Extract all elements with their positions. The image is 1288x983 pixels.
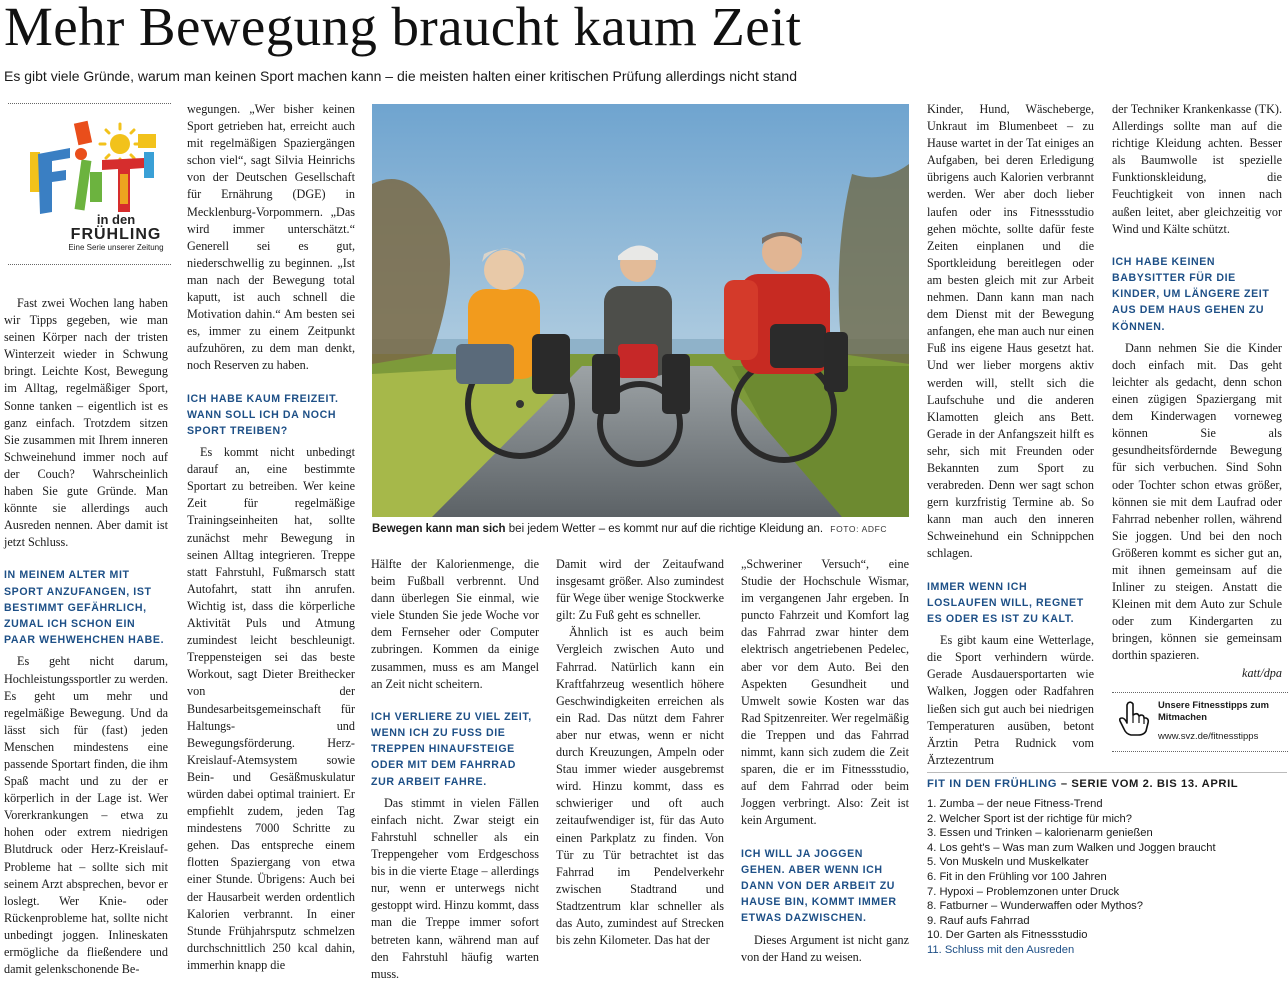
body-paragraph: Damit wird der Zeitaufwand insgesamt größer. Also zumindest für Wege über wenige Stockwerke gilt: Zu Fuß geht es schneller.	[556, 557, 724, 623]
column-1	[4, 295, 168, 977]
photo-caption	[372, 521, 909, 537]
column-5	[741, 556, 909, 971]
cyclists-photo	[372, 104, 909, 517]
body-paragraph: Hälfte der Kalorienmenge, die beim Fußball verbrennt. Und dann überlegen Sie einmal, wie viele Stunden Sie jede Woche vor dem Fernseher oder Computer zubringen. Kommen da einige zusammen, muss es am Mangel an Zeit nicht scheitern.	[371, 557, 539, 691]
series-item: 7. Hypoxi – Problemzonen unter Druck	[927, 885, 1120, 898]
series-item: 6. Fit in den Frühling vor 100 Jahren	[927, 870, 1107, 883]
tipps-label: Unsere Fitnesstipps zum Mitmachen	[1158, 699, 1269, 722]
sun-icon	[100, 124, 140, 164]
answer-paragraph: Es gibt kaum eine Wetterlage, die Sport verhindern würde. Gerade Ausdauersportarten wie Walken, Joggen oder Radfahren ließen sich gut auch bei niedrigen Temperaturen ausüben, betont Ärztin Petra Rudnick vom Ärztezentrum	[927, 633, 1094, 767]
series-item: 1. Zumba – der neue Fitness-Trend	[927, 798, 1103, 810]
column-7	[1112, 101, 1282, 681]
question-heading: ICH VERLIERE ZU VIEL ZEIT, WENN ICH ZU FUSS DIE TREPPEN HINAUFSTEIGE ODER MIT DEM FAHRRAD ZUR ARBEIT FAHRE.	[371, 710, 532, 788]
logo-line1: in den	[96, 212, 136, 227]
series-item: 2. Welcher Sport ist der richtige für mich?	[927, 812, 1132, 825]
author-signature: katt/dpa	[1242, 665, 1282, 680]
series-box	[927, 772, 1287, 958]
question-heading: IMMER WENN ICH LOSLAUFEN WILL, REGNET ES ODER ES IST ZU KALT.	[927, 580, 1084, 625]
body-paragraph: Ähnlich ist es auch beim Vergleich zwischen Auto und Fahrrad. Natürlich kann ein Kraftfahrzeug wesentlich höhere Geschwindigkeiten erreichen als ein Rad. Das nützt dem Fahrer aber nur etwas, wenn er nicht durch Kreuzungen, Ampeln oder Stau immer wieder ausgebremst wird. Hinzu kommt, dass es schwieriger und oft auch zeitaufwendiger ist, für das Auto einen Parkplatz zu finden. Von Tür zu Tür betrachtet ist das Fahrrad im Pendelverkehr zwischen Stadtrand und Stadtzentrum klar schneller als das Auto, zumindest auf Strecken bis zehn Kilometer. Das hat der	[556, 625, 724, 948]
answer-paragraph: Es kommt nicht unbedingt darauf an, eine bestimmte Sportart zu betreiben. Wer keine Zeit für regelmäßige Trainingseinheiten hat, sollte zunächst mehr Bewegung in seinen Alltag integrieren. Treppe statt Fahrstuhl, Fußmarsch statt Autofahrt, statt ihn anrufen. Wichtig ist, dass die körperliche Aktivität Puls und Atmung zumindest leicht beschleunigt. Treppensteigen sei das beste Workout, sagt Dieter Breithecker von der Bundesarbeitsgemeinschaft für Haltungs- und Bewegungsförderung. Herz-Kreislauf-Atemsystem sowie Bein- und Gesäßmuskulatur würden dabei optimal trainiert. Er empfiehlt zudem, jeden Tag mindestens 7000 Schritte zu gehen. Das entspreche einem flotten Spaziergang von etwa einer Stunde. Übrigens: Auch bei der Hausarbeit werden ordentlich Kalorien verbrannt. In einer Stunde Frühjahrsputz schmelzen durchschnittlich 250 kcal dahin, immerhin knapp die	[187, 445, 355, 972]
subline: Es gibt viele Gründe, warum man keinen Sport machen kann – die meisten halten einer kritischen Prüfung allerdings nicht stand	[4, 68, 797, 84]
question-heading: ICH HABE KAUM FREIZEIT. WANN SOLL ICH DA NOCH SPORT TREIBEN?	[187, 392, 339, 437]
series-item: 10. Der Garten als Fitnessstudio	[927, 929, 1088, 942]
caption-text: bei jedem Wetter – es kommt nur auf die richtige Kleidung an.	[508, 523, 824, 535]
answer-paragraph: Dann nehmen Sie die Kinder doch einfach mit. Das geht leichter als gedacht, denn schon einen zügigen Spaziergang mit dem Kinderwagen vorneweg können Sie als gesundheitsfördernde Bewegung für sich verbuchen. Sind Sohn oder Tochter schon etwas größer, können sie mit dem Laufrad oder Fahrrad nebenher rollen, während Sie joggen. Und bei den noch Größeren kommt es sicher gut an, mit ihnen gemeinsam auf die Inliner zu steigen. Anstatt die Kleinen mit dem Auto zur Schule oder zum Kindergarten zu bringen, können sie gemeinsam dorthin spazieren.	[1112, 340, 1282, 663]
pointing-hand-icon	[1118, 701, 1150, 737]
series-logo	[8, 103, 171, 265]
column-4	[556, 556, 724, 971]
column-2	[187, 101, 355, 971]
headline: Mehr Bewegung braucht kaum Zeit	[4, 0, 802, 57]
logo-tagline: Eine Serie unserer Zeitung	[68, 243, 164, 252]
series-item: 5. Von Muskeln und Muskelkater	[927, 856, 1089, 869]
question-heading: IN MEINEM ALTER MIT SPORT ANZUFANGEN, IST BESTIMMT GEFÄHRLICH, ZUMAL ICH SCHON EIN PAAR WEHWEHCHEN HABE.	[4, 569, 165, 647]
cyclists-image-icon	[372, 104, 909, 517]
body-paragraph: Kinder, Hund, Wäscheberge, Unkraut im Blumenbeet – zu Hause wartet in der Tat einiges an Aufgaben, bei deren Erledigung übrigens auch Kalorien verbrannt werden. Wer aber doch lieber laufen oder ins Fitnessstudio gehen möchte, sollte dafür feste Zeiten einplanen und die Sportkleidung bereitlegen oder am besten gleich mit zur Arbeit nehmen. Dann kann man nach dem Dienst mit der Bewegung anfangen, ehe man auch nur einen Fuß ins eigene Haus gesetzt hat. Und wer lieber morgens aktiv werden will, stellt sich die Laufschuhe und die anderen Klamotten gleich ans Bett. Gerade in der Anfangszeit hilft es sehr, sich mit Freunden oder Bekannten zum Sport zu verabreden. Denn wer sagt schon gern kurzfristig Termine ab. So kann man auch den inneren Schweinehund ein Schnippchen schlagen.	[927, 102, 1094, 561]
intro-paragraph: Fast zwei Wochen lang haben wir Tipps gegeben, wie man seinen Körper nach der tristen Winterzeit wieder in Schwung bringt. Leichte Kost, Bewegung im Alltag, regelmäßiger Sport, Sonne tanken – eigentlich ist es ganz einfach. Trotzdem sitzen Sie zusammen mit Ihrem inneren Schweinehund immer noch auf der Couch? Wahrscheinlich haben Sie gute Gründe. Man könnte sie allerdings auch Ausreden nennen. Aber damit ist jetzt Schluss.	[4, 296, 168, 550]
answer-paragraph: Es geht nicht darum, Hochleistungssportler zu werden. Es geht um mehr und regelmäßige Bewegung. Und da lässt sich für (fast) jeden Menschen mindestens eine passende Sportart finden, die ihm Spaß macht und zu der er körperlich in der Lage ist. Wer Vorerkrankungen – etwa zu hohen oder extrem niedrigen Blutdruck oder Herz-Kreislauf-Probleme hat – sollte sich mit seinem Arzt absprechen, bevor er loslegt. Wer Knie- oder Rückenprobleme hat, sollte nicht unbedingt joggen. Inlineskaten ermögliche da fließendere und damit gelenkschonende Be-	[4, 654, 168, 977]
body-paragraph: der Techniker Krankenkasse (TK). Allerdings sollte man auf die richtige Kleidung achten. Besser als Baumwolle ist spezielle Funktionskleidung, die Feuchtigkeit von innen nach außen leitet, aber gleichzeitig vor Wind und Kälte schützt.	[1112, 102, 1282, 236]
series-item: 4. Los geht's – Was man zum Walken und Joggen braucht	[927, 841, 1216, 854]
series-item: 8. Fatburner – Wunderwaffen oder Mythos?	[927, 900, 1143, 913]
logo-line2: FRÜHLING	[70, 226, 162, 243]
answer-paragraph: Dieses Argument ist nicht ganz von der Hand zu weisen.	[741, 932, 909, 964]
logo-title	[66, 212, 166, 253]
question-heading: ICH HABE KEINEN BABYSITTER FÜR DIE KINDER, UM LÄNGERE ZEIT AUS DEM HAUS GEHEN ZU KÖNNEN.	[1112, 255, 1270, 333]
series-item: 9. Rauf aufs Fahrrad	[927, 914, 1030, 927]
answer-paragraph: Das stimmt in vielen Fällen einfach nicht. Zwar steigt ein Fahrstuhl schneller als ein Treppengeher vom Erdgeschoss bis in die vierte Etage – allerdings nur, wenn er unterwegs nicht gestoppt wird. Hinzu kommt, dass man die Treppe immer sofort betreten kann, während man auf den Fahrstuhl häufig warten muss.	[371, 795, 539, 981]
series-title: FIT IN DEN FRÜHLING	[927, 778, 1058, 790]
caption-lead: Bewegen kann man sich	[372, 523, 506, 535]
column-6	[927, 101, 1094, 767]
series-item-current: 11. Schluss mit den Ausreden	[927, 943, 1075, 956]
question-heading: ICH WILL JA JOGGEN GEHEN. ABER WENN ICH DANN VON DER ARBEIT ZU HAUSE BIN, KOMMT IMMER ETWAS DAZWISCHEN.	[741, 847, 897, 925]
photo-credit: FOTO: ADFC	[830, 524, 888, 534]
column-3	[371, 556, 539, 981]
body-paragraph: wegungen. „Wer bisher keinen Sport getrieben hat, erreicht auch mit regelmäßigen Spaziergängen schon viel“, sagt Silvia Heinrichs von der Deutschen Gesellschaft für Ernährung (DGE) in Mecklenburg-Vorpommern. „Das wird immer unterschätzt.“ Generell sei es gut, niederschwellig zu beginnen. „Ist man nach der Bewegung total kaputt, ist auch schnell die Motivation dahin.“ Am besten sei es, immer zu einem Zeitpunkt aufzuhören, zu dem man denkt, noch Reserven zu haben.	[187, 102, 355, 373]
series-heading	[927, 775, 1287, 794]
series-subtitle: – SERIE VOM 2. BIS 13. APRIL	[1057, 778, 1239, 790]
series-item: 3. Essen und Trinken – kalorienarm genießen	[927, 827, 1153, 840]
series-list	[927, 797, 1287, 958]
tipps-url[interactable]: www.svz.de/fitnesstipps	[1158, 731, 1259, 742]
body-paragraph: „Schweriner Versuch“, eine Studie der Hochschule Wismar, im vergangenen Jahr ergeben. In puncto Fahrzeit und Komfort lag das Fahrrad zwar hinter dem elektrisch angetriebenen Pedelec, aber vor dem Auto. Bei den Aspekten Gesundheit und Umwelt sowie Kosten war das Rad Spitzenreiter. Wer regelmäßig die Treppen und das Fahrrad nimmt, kann sich zudem die Zeit sparen, die er im Fitnessstudio, auf dem Fahrrad oder beim Joggen verbringt. Also: Zeit ist kein Argument.	[741, 557, 910, 828]
fitnesstipps-box[interactable]	[1112, 692, 1288, 752]
